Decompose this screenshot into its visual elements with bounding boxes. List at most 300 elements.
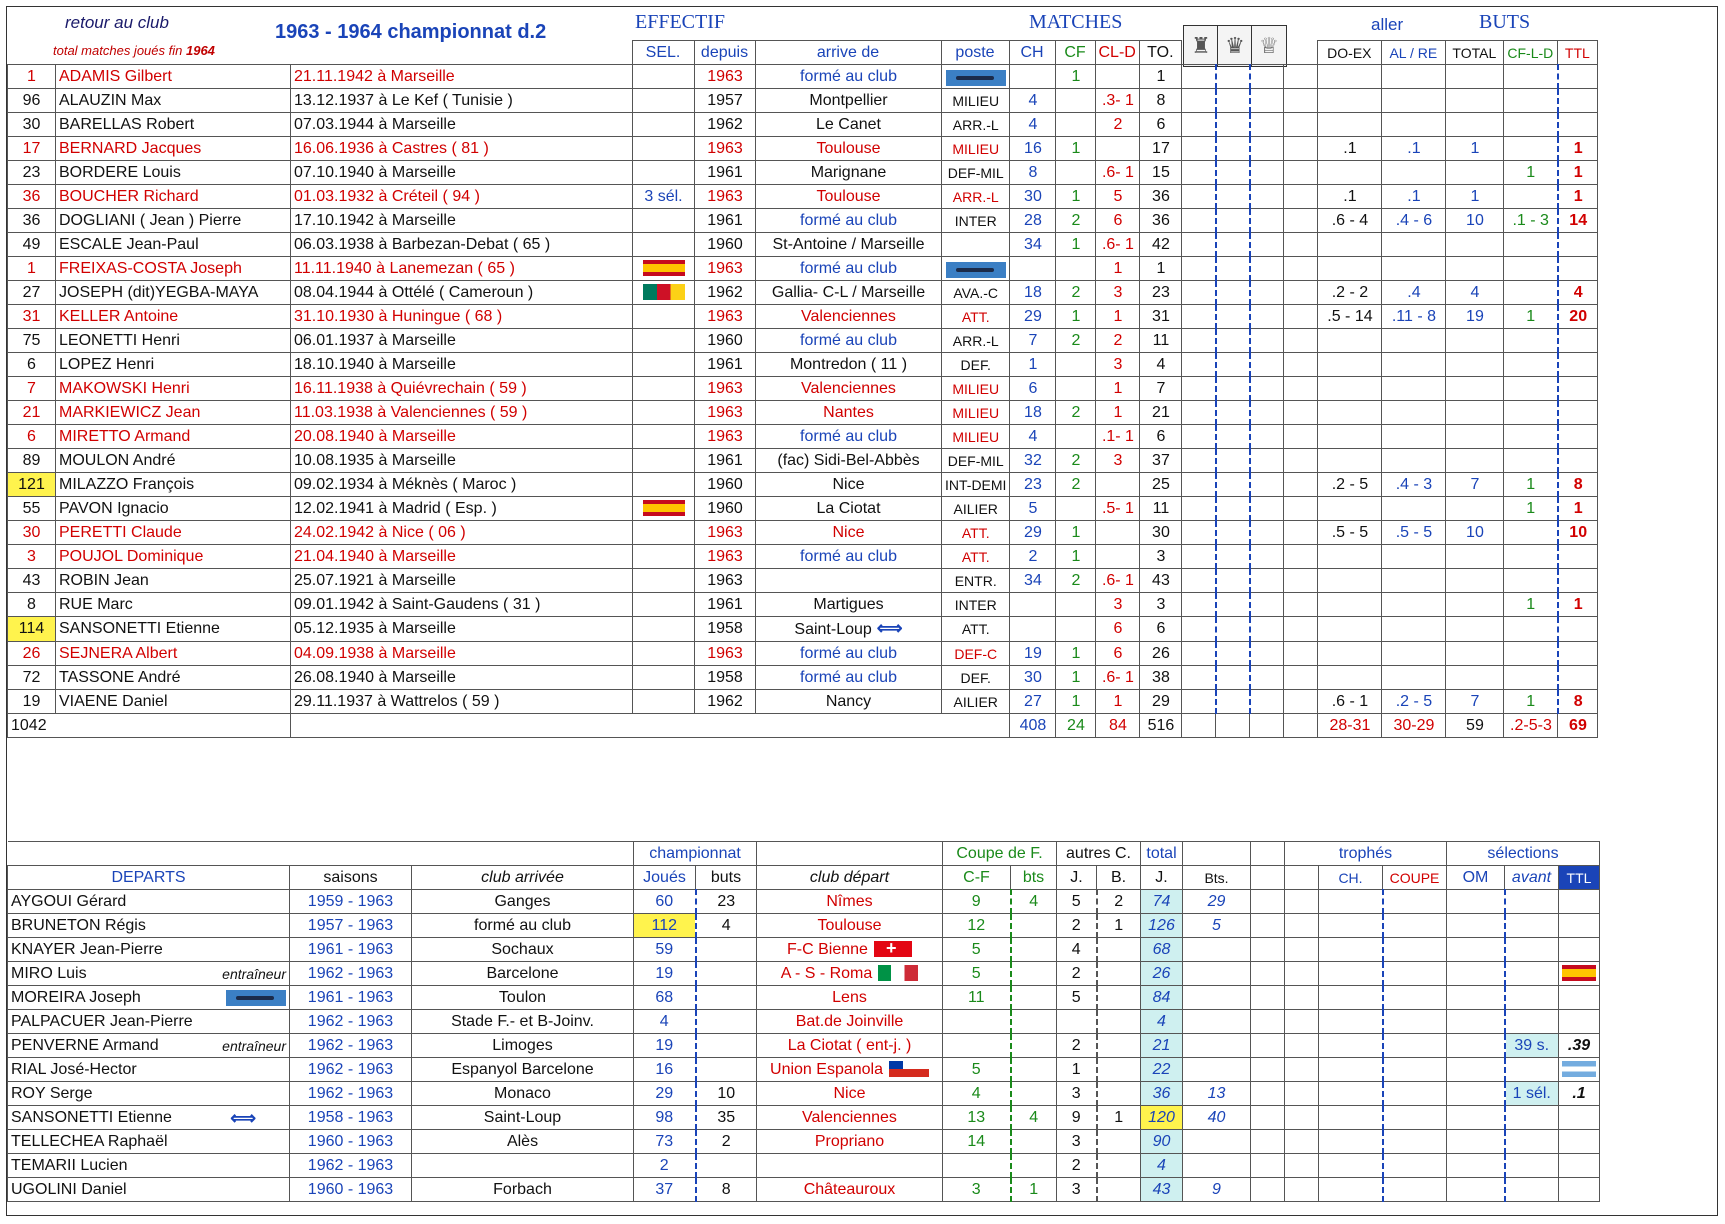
player-to: 42 xyxy=(1140,233,1182,257)
depart-sel-om xyxy=(1447,914,1505,938)
col-doex: DO-EX xyxy=(1317,41,1381,65)
player-trophy-a xyxy=(1182,305,1216,329)
player-cf: 1 xyxy=(1056,65,1096,89)
player-doex: .5 - 14 xyxy=(1318,305,1382,329)
player-ttl xyxy=(1558,569,1598,593)
depart-total-bts xyxy=(1183,1034,1251,1058)
player-ttl xyxy=(1558,65,1598,89)
depart-sel-ttl xyxy=(1559,1106,1600,1130)
depart-trophes-coupe xyxy=(1383,1010,1447,1034)
player-to: 29 xyxy=(1140,690,1182,714)
player-to: 30 xyxy=(1140,521,1182,545)
depart-total-bts: 40 xyxy=(1183,1106,1251,1130)
trophy-coupe-icon: ♛ xyxy=(1217,25,1253,67)
player-trophy-d xyxy=(1284,233,1318,257)
player-cfld xyxy=(1504,545,1558,569)
player-arrive-value: formé au club xyxy=(800,668,897,686)
player-doex: .2 - 2 xyxy=(1318,281,1382,305)
player-trophy-b xyxy=(1216,89,1250,113)
player-birth: 07.10.1940 à Marseille xyxy=(291,161,633,185)
player-total: 75 xyxy=(8,329,56,353)
depart-name xyxy=(8,962,290,986)
player-poste xyxy=(942,209,1010,233)
player-arrive-value: St-Antoine / Marseille xyxy=(772,235,925,253)
player-cf: 1 xyxy=(1056,233,1096,257)
player-ch: 5 xyxy=(1010,497,1056,521)
player-sel xyxy=(633,497,695,521)
player-cfld xyxy=(1504,642,1558,666)
depart-cf: 9 xyxy=(943,890,1011,914)
player-trophy-b xyxy=(1216,497,1250,521)
player-cf: 2 xyxy=(1056,473,1096,497)
player-trophy-c xyxy=(1250,545,1284,569)
depart-pad-a xyxy=(1251,1130,1285,1154)
player-trophy-c xyxy=(1250,377,1284,401)
depart-arrivee: Ganges xyxy=(412,890,634,914)
depart-total-bts: 9 xyxy=(1183,1178,1251,1202)
player-trophy-c xyxy=(1250,305,1284,329)
depart-b xyxy=(1097,1130,1141,1154)
player-cld: 2 xyxy=(1096,329,1140,353)
player-arrive xyxy=(756,401,942,425)
player-arrive-value: formé au club xyxy=(800,427,897,445)
depart-joues: 68 xyxy=(634,986,696,1010)
player-alre xyxy=(1382,113,1446,137)
player-row xyxy=(8,425,1598,449)
player-tot xyxy=(1446,329,1504,353)
head-club-arrivee: club arrivée xyxy=(412,866,634,890)
depart-b xyxy=(1097,1154,1141,1178)
player-to: 11 xyxy=(1140,497,1182,521)
player-arrive-value: Nancy xyxy=(825,692,872,710)
player-cld: 1 xyxy=(1096,401,1140,425)
player-alre: .1 xyxy=(1382,185,1446,209)
player-ch: 19 xyxy=(1010,642,1056,666)
depart-saisons: 1958 - 1963 xyxy=(290,1106,412,1130)
player-arrive xyxy=(756,185,942,209)
player-trophy-b xyxy=(1216,233,1250,257)
depart-trophes-coupe xyxy=(1383,1058,1447,1082)
trophy-ch-icon: ♜ xyxy=(1183,25,1219,67)
player-trophy-c xyxy=(1250,137,1284,161)
player-depuis: 1961 xyxy=(695,593,756,617)
player-cfld: 1 xyxy=(1504,161,1558,185)
depart-cf: 3 xyxy=(943,1178,1011,1202)
player-cf xyxy=(1056,113,1096,137)
player-total: 27 xyxy=(8,281,56,305)
depart-club-depart xyxy=(757,1010,943,1034)
player-trophy-c xyxy=(1250,161,1284,185)
player-ch: 18 xyxy=(1010,401,1056,425)
player-trophy-c xyxy=(1250,329,1284,353)
player-birth: 17.10.1942 à Marseille xyxy=(291,209,633,233)
depart-pad-b xyxy=(1285,914,1319,938)
totals-alre: 30-29 xyxy=(1382,714,1446,738)
depart-j: 2 xyxy=(1057,1154,1097,1178)
player-sel xyxy=(633,305,695,329)
player-ch: 6 xyxy=(1010,377,1056,401)
depart-buts xyxy=(696,986,757,1010)
player-name: ADAMIS Gilbert xyxy=(56,65,291,89)
player-cfld xyxy=(1504,257,1558,281)
depart-sel-avant xyxy=(1505,1130,1559,1154)
depart-arrivee xyxy=(412,1154,634,1178)
player-trophy-c xyxy=(1250,617,1284,642)
player-doex xyxy=(1318,449,1382,473)
player-ttl: 10 xyxy=(1558,521,1598,545)
head-saisons: saisons xyxy=(290,866,412,890)
player-tot: 1 xyxy=(1446,137,1504,161)
player-arrive xyxy=(756,569,942,593)
player-cld: 3 xyxy=(1096,353,1140,377)
depart-trophes-ch xyxy=(1319,962,1383,986)
depart-total-bts: 13 xyxy=(1183,1082,1251,1106)
player-ttl: 8 xyxy=(1558,473,1598,497)
player-trophy-a xyxy=(1182,65,1216,89)
player-tot: 7 xyxy=(1446,473,1504,497)
depart-cf: 5 xyxy=(943,1058,1011,1082)
player-poste xyxy=(942,642,1010,666)
player-trophy-b xyxy=(1216,329,1250,353)
player-trophy-d xyxy=(1284,642,1318,666)
depart-sel-ttl xyxy=(1559,938,1600,962)
depart-cf xyxy=(943,1154,1011,1178)
depart-sel-om xyxy=(1447,1178,1505,1202)
player-poste xyxy=(942,257,1010,281)
player-birth: 08.04.1944 à Ottélé ( Cameroun ) xyxy=(291,281,633,305)
depart-name-value: ROY Serge xyxy=(11,1084,93,1102)
player-arrive-value: formé au club xyxy=(800,644,897,662)
col-cld: CL-D xyxy=(1095,41,1139,65)
depart-buts xyxy=(696,1034,757,1058)
player-tot xyxy=(1446,497,1504,521)
player-trophy-d xyxy=(1284,690,1318,714)
player-alre: .11 - 8 xyxy=(1382,305,1446,329)
player-ch xyxy=(1010,617,1056,642)
player-arrive-value: Montpellier xyxy=(809,91,888,109)
head-trophes-ch: CH. xyxy=(1319,866,1383,890)
depart-name xyxy=(8,1178,290,1202)
player-name: KELLER Antoine xyxy=(56,305,291,329)
totals-matches: 1042 xyxy=(8,714,291,738)
totals-tot: 59 xyxy=(1446,714,1504,738)
player-alre xyxy=(1382,497,1446,521)
retour-label: retour au club xyxy=(65,13,169,32)
depart-arrivee: Saint-Loup xyxy=(412,1106,634,1130)
player-trophy-c xyxy=(1250,521,1284,545)
player-cf: 2 xyxy=(1056,401,1096,425)
depart-b xyxy=(1097,938,1141,962)
depart-buts xyxy=(696,1058,757,1082)
player-tot: 7 xyxy=(1446,690,1504,714)
depart-club-depart xyxy=(757,1178,943,1202)
player-name: ROBIN Jean xyxy=(56,569,291,593)
player-row xyxy=(8,617,1598,642)
depart-row xyxy=(8,1130,1600,1154)
depart-pad-b xyxy=(1285,1178,1319,1202)
player-total: 1 xyxy=(8,65,56,89)
flag-icon xyxy=(889,1061,929,1077)
player-row xyxy=(8,329,1598,353)
depart-row xyxy=(8,1106,1600,1130)
player-doex: .1 xyxy=(1318,137,1382,161)
depart-total-j: 4 xyxy=(1141,1154,1183,1178)
player-arrive xyxy=(756,329,942,353)
depart-name xyxy=(8,914,290,938)
player-to: 4 xyxy=(1140,353,1182,377)
head-buts: buts xyxy=(696,866,757,890)
depart-row xyxy=(8,986,1600,1010)
depart-buts: 2 xyxy=(696,1130,757,1154)
player-tot: 10 xyxy=(1446,209,1504,233)
depart-j: 5 xyxy=(1057,986,1097,1010)
player-name: LOPEZ Henri xyxy=(56,353,291,377)
player-arrive-value: Saint-Loup xyxy=(794,621,872,638)
player-cld: 3 xyxy=(1096,593,1140,617)
player-name: SANSONETTI Etienne xyxy=(56,617,291,642)
player-sel xyxy=(633,593,695,617)
player-doex xyxy=(1318,65,1382,89)
buts-title: BUTS xyxy=(1479,11,1531,33)
player-total: 96 xyxy=(8,89,56,113)
player-arrive xyxy=(756,161,942,185)
player-row xyxy=(8,497,1598,521)
depart-total-j: 4 xyxy=(1141,1010,1183,1034)
depart-total-bts: 5 xyxy=(1183,914,1251,938)
player-row xyxy=(8,401,1598,425)
player-tot xyxy=(1446,617,1504,642)
col-cfld: CF-L-D xyxy=(1503,41,1557,65)
player-total: 55 xyxy=(8,497,56,521)
player-alre xyxy=(1382,161,1446,185)
player-trophy-d xyxy=(1284,449,1318,473)
depart-sel-avant xyxy=(1505,938,1559,962)
player-sel xyxy=(633,401,695,425)
depart-sel-ttl xyxy=(1559,1058,1600,1082)
player-name: BERNARD Jacques xyxy=(56,137,291,161)
player-depuis: 1957 xyxy=(695,89,756,113)
player-tot xyxy=(1446,545,1504,569)
depart-bts xyxy=(1011,938,1057,962)
player-poste xyxy=(942,305,1010,329)
player-total: 6 xyxy=(8,353,56,377)
trophy-other-icon: ♕ xyxy=(1251,25,1287,67)
player-cld: 1 xyxy=(1096,305,1140,329)
player-ttl xyxy=(1558,233,1598,257)
player-tot xyxy=(1446,425,1504,449)
player-row xyxy=(8,137,1598,161)
player-cfld: 1 xyxy=(1504,497,1558,521)
player-sel xyxy=(633,690,695,714)
depart-saisons: 1960 - 1963 xyxy=(290,1130,412,1154)
head-sel-avant: avant xyxy=(1505,866,1559,890)
player-cf xyxy=(1056,89,1096,113)
depart-bts xyxy=(1011,986,1057,1010)
player-sel xyxy=(633,425,695,449)
player-cf xyxy=(1056,497,1096,521)
player-name: PERETTI Claude xyxy=(56,521,291,545)
depart-sel-avant xyxy=(1505,1178,1559,1202)
depart-total-j: 120 xyxy=(1141,1106,1183,1130)
depart-total-j: 68 xyxy=(1141,938,1183,962)
depart-bts xyxy=(1011,962,1057,986)
player-trophy-a xyxy=(1182,569,1216,593)
depart-arrivee: Alès xyxy=(412,1130,634,1154)
depart-saisons: 1960 - 1963 xyxy=(290,1178,412,1202)
player-cld: 3 xyxy=(1096,281,1140,305)
player-ttl xyxy=(1558,425,1598,449)
player-trophy-a xyxy=(1182,209,1216,233)
depart-pad-b xyxy=(1285,1034,1319,1058)
player-poste xyxy=(942,137,1010,161)
player-cld: 3 xyxy=(1096,449,1140,473)
player-alre: .2 - 5 xyxy=(1382,690,1446,714)
depart-total-j: 22 xyxy=(1141,1058,1183,1082)
player-arrive-value: formé au club xyxy=(800,211,897,229)
player-cfld xyxy=(1504,425,1558,449)
depart-b xyxy=(1097,1034,1141,1058)
player-name: TASSONE André xyxy=(56,666,291,690)
player-trophy-b xyxy=(1216,666,1250,690)
player-birth: 09.01.1942 à Saint-Gaudens ( 31 ) xyxy=(291,593,633,617)
depart-name xyxy=(8,1082,290,1106)
flag-icon xyxy=(1562,965,1596,981)
player-birth: 16.11.1938 à Quiévrechain ( 59 ) xyxy=(291,377,633,401)
depart-arrivee: formé au club xyxy=(412,914,634,938)
depart-cf: 12 xyxy=(943,914,1011,938)
depart-sel-ttl-value: .39 xyxy=(1567,1036,1591,1054)
player-trophy-a xyxy=(1182,281,1216,305)
player-cld: 6 xyxy=(1096,209,1140,233)
depart-row xyxy=(8,1082,1600,1106)
player-cld: 6 xyxy=(1096,617,1140,642)
player-ttl xyxy=(1558,666,1598,690)
player-trophy-d xyxy=(1284,521,1318,545)
player-tot xyxy=(1446,666,1504,690)
player-ttl xyxy=(1558,449,1598,473)
player-tot xyxy=(1446,113,1504,137)
depart-buts xyxy=(696,938,757,962)
totals-trophy xyxy=(1284,714,1318,738)
depart-row xyxy=(8,1010,1600,1034)
totals-blank xyxy=(291,714,1010,738)
depart-total-j: 90 xyxy=(1141,1130,1183,1154)
player-doex xyxy=(1318,642,1382,666)
player-trophy-c xyxy=(1250,113,1284,137)
player-arrive-value: Toulouse xyxy=(816,187,881,205)
player-trophy-d xyxy=(1284,209,1318,233)
flag-icon xyxy=(643,260,685,276)
depart-trophes-ch xyxy=(1319,1010,1383,1034)
player-cf: 1 xyxy=(1056,545,1096,569)
flag-icon xyxy=(643,284,685,300)
player-ch xyxy=(1010,257,1056,281)
player-poste-value: AILIER xyxy=(953,693,998,710)
player-total: 21 xyxy=(8,401,56,425)
group-trophes: trophés xyxy=(1285,842,1447,866)
player-alre: .4 xyxy=(1382,281,1446,305)
player-row xyxy=(8,593,1598,617)
player-depuis: 1963 xyxy=(695,642,756,666)
player-doex: .5 - 5 xyxy=(1318,521,1382,545)
depart-club-depart-value: F-C Bienne xyxy=(787,940,868,958)
depart-trophes-coupe xyxy=(1383,1034,1447,1058)
player-doex xyxy=(1318,401,1382,425)
player-cfld: .1 - 3 xyxy=(1504,209,1558,233)
player-birth: 25.07.1921 à Marseille xyxy=(291,569,633,593)
player-trophy-b xyxy=(1216,161,1250,185)
player-arrive xyxy=(756,113,942,137)
player-poste xyxy=(942,521,1010,545)
player-ch: 34 xyxy=(1010,569,1056,593)
player-trophy-d xyxy=(1284,569,1318,593)
depart-name xyxy=(8,1058,290,1082)
flag-icon xyxy=(643,500,685,516)
player-doex: .1 xyxy=(1318,185,1382,209)
head-departs: DEPARTS xyxy=(8,866,290,890)
depart-club-depart xyxy=(757,1154,943,1178)
player-arrive-value: formé au club xyxy=(800,547,897,565)
player-arrive xyxy=(756,209,942,233)
player-total: 49 xyxy=(8,233,56,257)
depart-name-value: KNAYER Jean-Pierre xyxy=(11,940,163,958)
player-arrive xyxy=(756,425,942,449)
depart-j: 9 xyxy=(1057,1106,1097,1130)
depart-name xyxy=(8,1034,290,1058)
group-selections: sélections xyxy=(1447,842,1600,866)
player-ttl xyxy=(1558,617,1598,642)
player-arrive-value: Toulouse xyxy=(816,139,881,157)
player-sel xyxy=(633,545,695,569)
player-tot xyxy=(1446,449,1504,473)
player-name: BORDERE Louis xyxy=(56,161,291,185)
player-poste-value: ARR.-L xyxy=(952,332,999,349)
player-row xyxy=(8,209,1598,233)
players-header xyxy=(7,40,1598,65)
goalkeeper-plane-icon xyxy=(946,70,1006,86)
depart-pad-b xyxy=(1285,1154,1319,1178)
player-ch: 4 xyxy=(1010,113,1056,137)
player-trophy-d xyxy=(1284,185,1318,209)
col-total: TOTAL xyxy=(1445,41,1503,65)
depart-j xyxy=(1057,1010,1097,1034)
player-doex xyxy=(1318,233,1382,257)
player-name: RUE Marc xyxy=(56,593,291,617)
depart-bts xyxy=(1011,1058,1057,1082)
player-poste-value: MILIEU xyxy=(952,92,1000,109)
player-poste-value: MILIEU xyxy=(952,380,1000,397)
depart-pad-a xyxy=(1251,938,1285,962)
totals-trophy xyxy=(1182,714,1216,738)
player-ttl: 20 xyxy=(1558,305,1598,329)
player-cfld: 1 xyxy=(1504,473,1558,497)
player-to: 25 xyxy=(1140,473,1182,497)
depart-joues: 19 xyxy=(634,1034,696,1058)
group-autres: autres C. xyxy=(1057,842,1141,866)
head-total-j: J. xyxy=(1141,866,1183,890)
player-arrive xyxy=(756,617,942,642)
depart-club-depart-value: A - S - Roma xyxy=(780,964,873,982)
player-trophy-c xyxy=(1250,569,1284,593)
player-alre xyxy=(1382,377,1446,401)
head-joues: Joués xyxy=(634,866,696,890)
player-total: 7 xyxy=(8,377,56,401)
player-name: BARELLAS Robert xyxy=(56,113,291,137)
depart-saisons: 1962 - 1963 xyxy=(290,1058,412,1082)
depart-bts xyxy=(1011,1130,1057,1154)
depart-trophes-ch xyxy=(1319,1034,1383,1058)
player-total: 89 xyxy=(8,449,56,473)
